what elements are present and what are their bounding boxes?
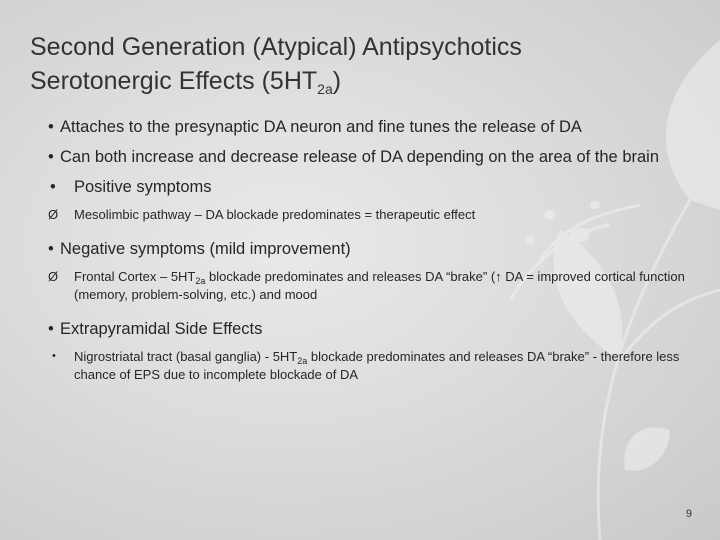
- title-line-1: Second Generation (Atypical) Antipsychotics: [30, 33, 522, 61]
- subscript: 2a: [297, 356, 308, 366]
- bullet-marker: •: [48, 148, 54, 166]
- title-line-2-close: ): [332, 67, 342, 95]
- subbullet-frontal-cortex: [28, 268, 698, 304]
- arrow-marker: Ø: [48, 269, 59, 284]
- subscript: 2a: [195, 276, 206, 286]
- subbullet-nigrostriatal: [28, 348, 698, 384]
- up-arrow-icon: ↑: [495, 269, 502, 284]
- title-line-2-text: Serotonergic Effects (5HT: [30, 67, 318, 95]
- dot-marker: •: [52, 350, 56, 362]
- bullet-marker: •: [48, 118, 54, 136]
- bullet-negative-symptoms: [28, 238, 698, 260]
- page-number: 9: [685, 508, 692, 520]
- title-line-2: [30, 64, 522, 98]
- text-part: DA = improved cortical function (memory, problem-solving, etc.) and mood: [74, 269, 685, 302]
- bullet-marker: •: [50, 178, 56, 196]
- text-part: blockade predominates and releases DA “brake” - therefore less chance of EPS due to incomplete blockade of DA: [74, 349, 680, 382]
- subbullet-text: [74, 349, 679, 382]
- bullet-eps: [28, 318, 698, 340]
- bullet-marker: •: [48, 320, 54, 338]
- subbullet-text: [74, 269, 685, 302]
- subbullet-text: Mesolimbic pathway – DA blockade predominates = therapeutic effect: [74, 207, 476, 222]
- bullet-text: Can both increase and decrease release of DA depending on the area of the brain: [60, 148, 660, 166]
- title-subscript: 2a: [317, 81, 333, 97]
- slide-content: [28, 116, 698, 398]
- bullet-presynaptic: [28, 116, 698, 138]
- bullet-marker: •: [48, 240, 54, 258]
- text-part: blockade predominates and releases DA “brake” (: [205, 269, 496, 284]
- bullet-text: Extrapyramidal Side Effects: [60, 320, 263, 338]
- bullet-positive-symptoms: [28, 176, 698, 198]
- bullet-text: Positive symptoms: [74, 178, 212, 196]
- bullet-increase-decrease: [28, 146, 698, 168]
- bullet-text: Attaches to the presynaptic DA neuron and fine tunes the release of DA: [60, 118, 582, 136]
- slide-title: [30, 30, 522, 98]
- text-part: Nigrostriatal tract (basal ganglia) - 5HT: [74, 349, 298, 364]
- arrow-marker: Ø: [48, 207, 59, 222]
- text-part: Frontal Cortex – 5HT: [74, 269, 196, 284]
- bullet-text: Negative symptoms (mild improvement): [60, 240, 351, 258]
- subbullet-mesolimbic: [28, 206, 698, 224]
